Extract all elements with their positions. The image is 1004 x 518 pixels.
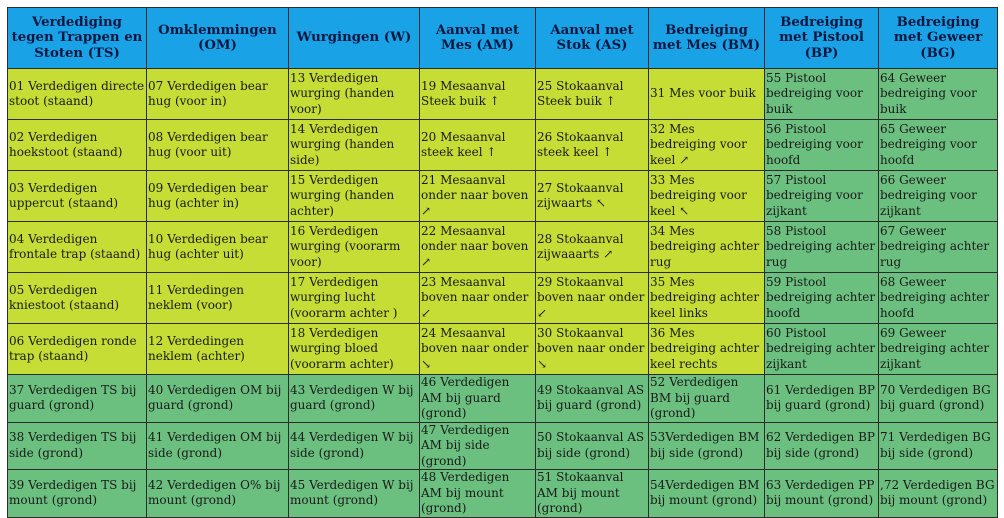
- table-cell: 60 Pistool bedreiging achter zijkant: [765, 324, 879, 375]
- table-row: [8, 273, 998, 324]
- table-row: [8, 222, 998, 273]
- table-row: [8, 422, 998, 470]
- table-cell: 42 Verdedigen O% bij mount (grond): [147, 470, 289, 518]
- table-cell: 10 Verdedigen bear hug (achter uit): [147, 222, 289, 273]
- header-ts: Verdediging tegen Trappen en Stoten (TS): [8, 8, 147, 69]
- table-cell: 24 Mesaanval boven naar onder ↘: [420, 324, 536, 375]
- table-cell: 03 Verdedigen uppercut (staand): [8, 171, 147, 222]
- table-row: [8, 171, 998, 222]
- header-bm: Bedreiging met Mes (BM): [649, 8, 765, 69]
- header-as: Aanval met Stok (AS): [536, 8, 649, 69]
- table-cell: 17 Verdedigen wurging lucht (voorarm achter ): [289, 273, 420, 324]
- table-cell: 47 Verdedigen AM bij side (grond): [420, 422, 536, 470]
- table-cell: 02 Verdedigen hoekstoot (staand): [8, 120, 147, 171]
- table-cell: 68 Geweer bedreiging achter hoofd: [879, 273, 998, 324]
- table-cell: 70 Verdedigen BG bij guard (grond): [879, 375, 998, 423]
- table-cell: 51 Stokaanval AM bij mount (grond): [536, 470, 649, 518]
- table-cell: 05 Verdedigen kniestoot (staand): [8, 273, 147, 324]
- table-cell: 66 Geweer bedreiging voor zijkant: [879, 171, 998, 222]
- header-bg: Bedreiging met Geweer (BG): [879, 8, 998, 69]
- table-cell: 22 Mesaanval onder naar boven ↗: [420, 222, 536, 273]
- table-cell: 01 Verdedigen directe stoot (staand): [8, 69, 147, 120]
- table-cell: 34 Mes bedreiging achter rug: [649, 222, 765, 273]
- table-cell: 26 Stokaanval steek keel ↑: [536, 120, 649, 171]
- table-cell: 54Verdedigen BM bij mount (grond): [649, 470, 765, 518]
- table-cell: 31 Mes voor buik: [649, 69, 765, 120]
- table-cell: 04 Verdedigen frontale trap (staand): [8, 222, 147, 273]
- table-cell: 44 Verdedigen W bij side (grond): [289, 422, 420, 470]
- table-cell: 11 Verdedingen neklem (voor): [147, 273, 289, 324]
- table-cell: 43 Verdedigen W bij guard (grond): [289, 375, 420, 423]
- table-cell: 33 Mes bedreiging voor keel ↖: [649, 171, 765, 222]
- table-cell: 20 Mesaanval steek keel ↑: [420, 120, 536, 171]
- header-om: Omklemmingen (OM): [147, 8, 289, 69]
- table-row: [8, 69, 998, 120]
- table-cell: 50 Stokaanval AS bij side (grond): [536, 422, 649, 470]
- table-cell: 55 Pistool bedreiging voor buik: [765, 69, 879, 120]
- table-cell: 40 Verdedigen OM bij guard (grond): [147, 375, 289, 423]
- table-cell: 36 Mes bedreiging achter keel rechts: [649, 324, 765, 375]
- table-cell: 57 Pistool bedreiging voor zijkant: [765, 171, 879, 222]
- table-cell: 19 Mesaanval Steek buik ↑: [420, 69, 536, 120]
- table-cell: 14 Verdedigen wurging (handen side): [289, 120, 420, 171]
- header-bp: Bedreiging met Pistool (BP): [765, 8, 879, 69]
- table-cell: 39 Verdedigen TS bij mount (grond): [8, 470, 147, 518]
- table-cell: 30 Stokaanval boven naar onder ↘: [536, 324, 649, 375]
- table-cell: 25 Stokaanval Steek buik ↑: [536, 69, 649, 120]
- table-row: [8, 324, 998, 375]
- header-row: [8, 8, 998, 69]
- table-cell: 58 Pistool bedreiging achter rug: [765, 222, 879, 273]
- table-cell: 56 Pistool bedreiging voor hoofd: [765, 120, 879, 171]
- table-cell: 27 Stokaanval zijwaarts ↖: [536, 171, 649, 222]
- table-cell: 32 Mes bedreiging voor keel ↗: [649, 120, 765, 171]
- table-cell: 59 Pistool bedreiging achter hoofd: [765, 273, 879, 324]
- techniques-table-wrapper: [7, 7, 998, 518]
- header-w: Wurgingen (W): [289, 8, 420, 69]
- table-cell: 62 Verdedigen BP bij side (grond): [765, 422, 879, 470]
- table-row: [8, 470, 998, 518]
- table-cell: 16 Verdedigen wurging (voorarm voor): [289, 222, 420, 273]
- table-cell: 53Verdedigen BM bij side (grond): [649, 422, 765, 470]
- table-cell: 67 Geweer bedreiging achter rug: [879, 222, 998, 273]
- table-cell: 07 Verdedigen bear hug (voor in): [147, 69, 289, 120]
- table-cell: 18 Verdedigen wurging bloed (voorarm achter): [289, 324, 420, 375]
- table-cell: 38 Verdedigen TS bij side (grond): [8, 422, 147, 470]
- table-cell: 65 Geweer bedreiging voor hoofd: [879, 120, 998, 171]
- table-cell: 41 Verdedigen OM bij side (grond): [147, 422, 289, 470]
- table-cell: 08 Verdedigen bear hug (voor uit): [147, 120, 289, 171]
- table-cell: 28 Stokaanval zijwaaarts ↗: [536, 222, 649, 273]
- table-cell: 23 Mesaanval boven naar onder ↙: [420, 273, 536, 324]
- table-cell: 49 Stokaanval AS bij guard (grond): [536, 375, 649, 423]
- table-cell: 64 Geweer bedreiging voor buik: [879, 69, 998, 120]
- table-cell: 29 Stokaanval boven naar onder ↙: [536, 273, 649, 324]
- table-cell: 52 Verdedigen BM bij guard (grond): [649, 375, 765, 423]
- table-row: [8, 120, 998, 171]
- table-cell: 09 Verdedigen bear hug (achter in): [147, 171, 289, 222]
- table-cell: 48 Verdedigen AM bij mount (grond): [420, 470, 536, 518]
- table-cell: 12 Verdedingen neklem (achter): [147, 324, 289, 375]
- table-cell: 06 Verdedigen ronde trap (staand): [8, 324, 147, 375]
- table-cell: 45 Verdedigen W bij mount (grond): [289, 470, 420, 518]
- table-cell: 21 Mesaanval onder naar boven ↗: [420, 171, 536, 222]
- table-cell: 46 Verdedigen AM bij guard (grond): [420, 375, 536, 423]
- table-cell: 69 Geweer bedreiging achter zijkant: [879, 324, 998, 375]
- table-cell: 61 Verdedigen BP bij guard (grond): [765, 375, 879, 423]
- table-cell: 15 Verdedigen wurging (handen achter): [289, 171, 420, 222]
- techniques-table: [7, 7, 998, 518]
- header-am: Aanval met Mes (AM): [420, 8, 536, 69]
- table-cell: ,72 Verdedigen BG bij mount (grond): [879, 470, 998, 518]
- table-cell: 71 Verdedigen BG bij side (grond): [879, 422, 998, 470]
- table-row: [8, 375, 998, 423]
- table-cell: 63 Verdedigen PP bij mount (grond): [765, 470, 879, 518]
- table-cell: 13 Verdedigen wurging (handen voor): [289, 69, 420, 120]
- table-cell: 37 Verdedigen TS bij guard (grond): [8, 375, 147, 423]
- table-cell: 35 Mes bedreiging achter keel links: [649, 273, 765, 324]
